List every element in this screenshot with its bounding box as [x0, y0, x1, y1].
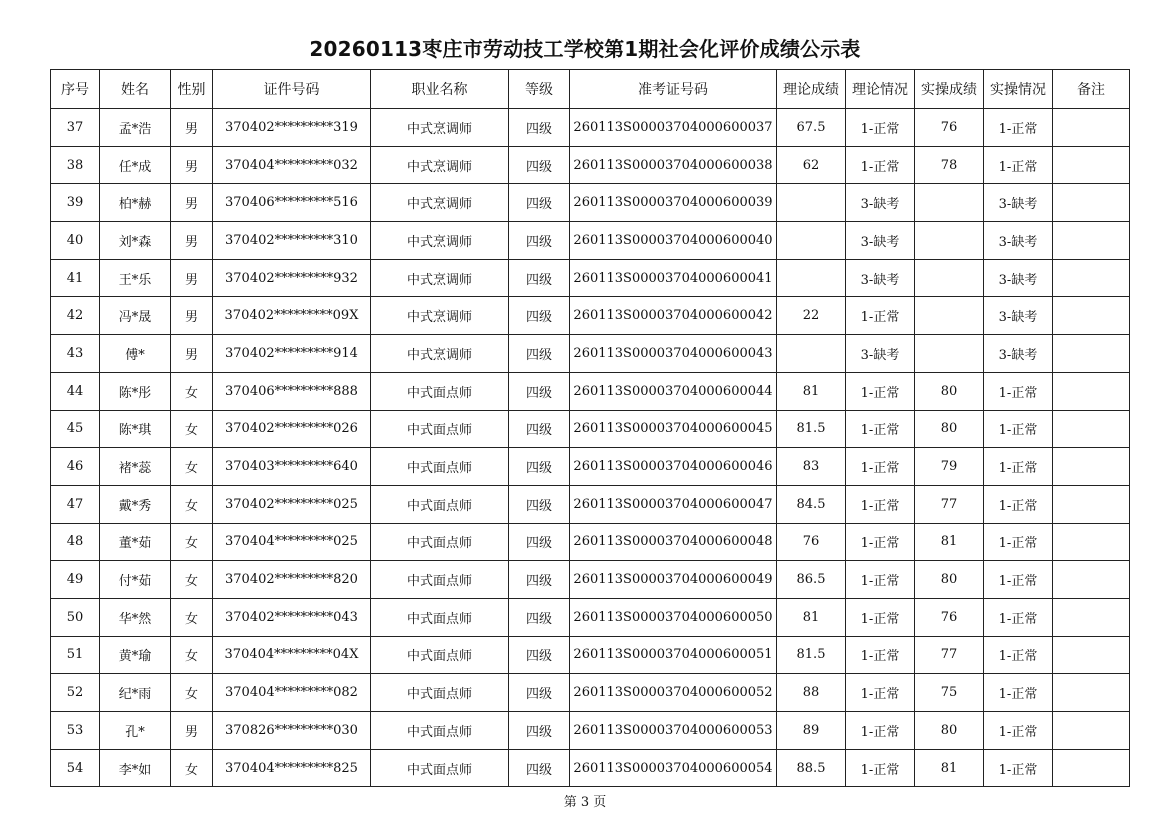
remarks-cell: [1053, 674, 1130, 712]
theory-score-cell: [777, 335, 846, 373]
theory-status-cell: 1-正常: [846, 109, 915, 147]
practical-status-cell: 1-正常: [984, 712, 1053, 750]
occupation-cell: 中式面点师: [371, 712, 509, 750]
seq-cell: 51: [51, 636, 100, 674]
name-cell: 董*茹: [100, 523, 171, 561]
theory-score-cell: 88: [777, 674, 846, 712]
id-number-cell: 370402*********319: [213, 109, 371, 147]
header-id-number: 证件号码: [213, 70, 371, 109]
practical-score-cell: 76: [915, 598, 984, 636]
practical-score-cell: 81: [915, 523, 984, 561]
id-number-cell: 370404*********825: [213, 749, 371, 787]
practical-score-cell: [915, 259, 984, 297]
remarks-cell: [1053, 410, 1130, 448]
remarks-cell: [1053, 712, 1130, 750]
theory-score-cell: 88.5: [777, 749, 846, 787]
id-number-cell: 370404*********025: [213, 523, 371, 561]
gender-cell: 女: [171, 372, 213, 410]
practical-score-cell: 75: [915, 674, 984, 712]
practical-score-cell: 80: [915, 712, 984, 750]
practical-status-cell: 1-正常: [984, 448, 1053, 486]
exam-number-cell: 260113S00003704000600038: [570, 146, 777, 184]
practical-status-cell: 3-缺考: [984, 222, 1053, 260]
theory-score-cell: 86.5: [777, 561, 846, 599]
seq-cell: 46: [51, 448, 100, 486]
occupation-cell: 中式面点师: [371, 523, 509, 561]
theory-status-cell: 1-正常: [846, 485, 915, 523]
seq-cell: 48: [51, 523, 100, 561]
seq-cell: 50: [51, 598, 100, 636]
table-row: [51, 109, 1130, 147]
table-row: [51, 712, 1130, 750]
theory-status-cell: 1-正常: [846, 636, 915, 674]
gender-cell: 女: [171, 561, 213, 599]
gender-cell: 女: [171, 410, 213, 448]
remarks-cell: [1053, 297, 1130, 335]
seq-cell: 40: [51, 222, 100, 260]
remarks-cell: [1053, 598, 1130, 636]
exam-number-cell: 260113S00003704000600048: [570, 523, 777, 561]
theory-status-cell: 1-正常: [846, 674, 915, 712]
theory-status-cell: 1-正常: [846, 598, 915, 636]
practical-score-cell: [915, 297, 984, 335]
practical-score-cell: [915, 222, 984, 260]
header-remarks: 备注: [1053, 70, 1130, 109]
level-cell: 四级: [509, 749, 570, 787]
level-cell: 四级: [509, 485, 570, 523]
practical-score-cell: [915, 184, 984, 222]
id-number-cell: 370402*********310: [213, 222, 371, 260]
practical-score-cell: 79: [915, 448, 984, 486]
table-row: [51, 222, 1130, 260]
theory-score-cell: [777, 259, 846, 297]
theory-status-cell: 3-缺考: [846, 259, 915, 297]
theory-score-cell: 81.5: [777, 410, 846, 448]
remarks-cell: [1053, 749, 1130, 787]
level-cell: 四级: [509, 259, 570, 297]
gender-cell: 男: [171, 712, 213, 750]
header-seq: 序号: [51, 70, 100, 109]
theory-score-cell: 67.5: [777, 109, 846, 147]
level-cell: 四级: [509, 372, 570, 410]
seq-cell: 43: [51, 335, 100, 373]
id-number-cell: 370406*********516: [213, 184, 371, 222]
table-row: [51, 674, 1130, 712]
practical-status-cell: 1-正常: [984, 523, 1053, 561]
gender-cell: 男: [171, 222, 213, 260]
exam-number-cell: 260113S00003704000600045: [570, 410, 777, 448]
header-level: 等级: [509, 70, 570, 109]
table-row: [51, 297, 1130, 335]
exam-number-cell: 260113S00003704000600053: [570, 712, 777, 750]
gender-cell: 女: [171, 749, 213, 787]
level-cell: 四级: [509, 335, 570, 373]
occupation-cell: 中式烹调师: [371, 184, 509, 222]
remarks-cell: [1053, 222, 1130, 260]
id-number-cell: 370404*********04X: [213, 636, 371, 674]
occupation-cell: 中式面点师: [371, 410, 509, 448]
gender-cell: 女: [171, 485, 213, 523]
theory-score-cell: 22: [777, 297, 846, 335]
exam-number-cell: 260113S00003704000600050: [570, 598, 777, 636]
remarks-cell: [1053, 372, 1130, 410]
gender-cell: 男: [171, 297, 213, 335]
seq-cell: 54: [51, 749, 100, 787]
theory-score-cell: 76: [777, 523, 846, 561]
theory-status-cell: 3-缺考: [846, 335, 915, 373]
id-number-cell: 370403*********640: [213, 448, 371, 486]
theory-status-cell: 1-正常: [846, 749, 915, 787]
header-practical-status: 实操情况: [984, 70, 1053, 109]
page-number: 第 3 页: [563, 795, 607, 810]
seq-cell: 52: [51, 674, 100, 712]
seq-cell: 41: [51, 259, 100, 297]
practical-status-cell: 3-缺考: [984, 184, 1053, 222]
level-cell: 四级: [509, 636, 570, 674]
level-cell: 四级: [509, 109, 570, 147]
table-header-row: [51, 70, 1130, 109]
id-number-cell: 370826*********030: [213, 712, 371, 750]
level-cell: 四级: [509, 523, 570, 561]
practical-status-cell: 1-正常: [984, 146, 1053, 184]
name-cell: 孟*浩: [100, 109, 171, 147]
theory-status-cell: 1-正常: [846, 146, 915, 184]
practical-status-cell: 1-正常: [984, 485, 1053, 523]
gender-cell: 男: [171, 335, 213, 373]
theory-score-cell: 81.5: [777, 636, 846, 674]
name-cell: 陈*彤: [100, 372, 171, 410]
name-cell: 纪*雨: [100, 674, 171, 712]
theory-score-cell: 89: [777, 712, 846, 750]
exam-number-cell: 260113S00003704000600037: [570, 109, 777, 147]
results-table: [50, 69, 1130, 787]
name-cell: 傅*: [100, 335, 171, 373]
theory-score-cell: 84.5: [777, 485, 846, 523]
id-number-cell: 370406*********888: [213, 372, 371, 410]
remarks-cell: [1053, 109, 1130, 147]
table-row: [51, 184, 1130, 222]
theory-status-cell: 1-正常: [846, 561, 915, 599]
practical-status-cell: 3-缺考: [984, 335, 1053, 373]
practical-status-cell: 1-正常: [984, 372, 1053, 410]
table-row: [51, 448, 1130, 486]
table-body: [51, 109, 1130, 787]
practical-score-cell: 78: [915, 146, 984, 184]
gender-cell: 男: [171, 146, 213, 184]
name-cell: 华*然: [100, 598, 171, 636]
table-row: [51, 598, 1130, 636]
gender-cell: 男: [171, 109, 213, 147]
theory-score-cell: 81: [777, 372, 846, 410]
name-cell: 黄*瑜: [100, 636, 171, 674]
id-number-cell: 370402*********820: [213, 561, 371, 599]
exam-number-cell: 260113S00003704000600046: [570, 448, 777, 486]
theory-status-cell: 3-缺考: [846, 184, 915, 222]
practical-score-cell: 77: [915, 636, 984, 674]
seq-cell: 37: [51, 109, 100, 147]
page-title: 20260113枣庄市劳动技工学校第1期社会化评价成绩公示表: [309, 37, 861, 61]
occupation-cell: 中式面点师: [371, 598, 509, 636]
remarks-cell: [1053, 561, 1130, 599]
theory-score-cell: 81: [777, 598, 846, 636]
gender-cell: 女: [171, 523, 213, 561]
name-cell: 李*如: [100, 749, 171, 787]
occupation-cell: 中式面点师: [371, 485, 509, 523]
practical-status-cell: 3-缺考: [984, 297, 1053, 335]
id-number-cell: 370402*********043: [213, 598, 371, 636]
exam-number-cell: 260113S00003704000600041: [570, 259, 777, 297]
practical-status-cell: 1-正常: [984, 410, 1053, 448]
seq-cell: 39: [51, 184, 100, 222]
table-row: [51, 749, 1130, 787]
occupation-cell: 中式烹调师: [371, 222, 509, 260]
seq-cell: 42: [51, 297, 100, 335]
header-gender: 性别: [171, 70, 213, 109]
id-number-cell: 370404*********032: [213, 146, 371, 184]
occupation-cell: 中式面点师: [371, 448, 509, 486]
header-exam-number: 准考证号码: [570, 70, 777, 109]
level-cell: 四级: [509, 448, 570, 486]
header-practical-score: 实操成绩: [915, 70, 984, 109]
occupation-cell: 中式面点师: [371, 749, 509, 787]
name-cell: 任*成: [100, 146, 171, 184]
exam-number-cell: 260113S00003704000600039: [570, 184, 777, 222]
table-row: [51, 146, 1130, 184]
table-row: [51, 523, 1130, 561]
table-row: [51, 485, 1130, 523]
table-row: [51, 636, 1130, 674]
seq-cell: 49: [51, 561, 100, 599]
occupation-cell: 中式面点师: [371, 372, 509, 410]
name-cell: 付*茹: [100, 561, 171, 599]
exam-number-cell: 260113S00003704000600043: [570, 335, 777, 373]
remarks-cell: [1053, 146, 1130, 184]
level-cell: 四级: [509, 297, 570, 335]
id-number-cell: 370402*********09X: [213, 297, 371, 335]
remarks-cell: [1053, 636, 1130, 674]
seq-cell: 44: [51, 372, 100, 410]
level-cell: 四级: [509, 222, 570, 260]
gender-cell: 女: [171, 448, 213, 486]
practical-status-cell: 3-缺考: [984, 259, 1053, 297]
id-number-cell: 370402*********025: [213, 485, 371, 523]
occupation-cell: 中式烹调师: [371, 146, 509, 184]
table-row: [51, 410, 1130, 448]
theory-status-cell: 1-正常: [846, 712, 915, 750]
practical-score-cell: 80: [915, 410, 984, 448]
theory-score-cell: [777, 222, 846, 260]
name-cell: 褚*蕊: [100, 448, 171, 486]
level-cell: 四级: [509, 674, 570, 712]
level-cell: 四级: [509, 598, 570, 636]
theory-score-cell: 83: [777, 448, 846, 486]
remarks-cell: [1053, 259, 1130, 297]
theory-status-cell: 1-正常: [846, 410, 915, 448]
name-cell: 孔*: [100, 712, 171, 750]
practical-score-cell: 77: [915, 485, 984, 523]
practical-score-cell: [915, 335, 984, 373]
theory-status-cell: 1-正常: [846, 297, 915, 335]
practical-status-cell: 1-正常: [984, 749, 1053, 787]
remarks-cell: [1053, 335, 1130, 373]
name-cell: 柏*赫: [100, 184, 171, 222]
theory-status-cell: 3-缺考: [846, 222, 915, 260]
gender-cell: 男: [171, 184, 213, 222]
practical-score-cell: 80: [915, 561, 984, 599]
table-row: [51, 335, 1130, 373]
name-cell: 戴*秀: [100, 485, 171, 523]
exam-number-cell: 260113S00003704000600052: [570, 674, 777, 712]
theory-score-cell: [777, 184, 846, 222]
header-name: 姓名: [100, 70, 171, 109]
occupation-cell: 中式面点师: [371, 561, 509, 599]
id-number-cell: 370402*********026: [213, 410, 371, 448]
practical-status-cell: 1-正常: [984, 109, 1053, 147]
gender-cell: 女: [171, 598, 213, 636]
practical-score-cell: 81: [915, 749, 984, 787]
level-cell: 四级: [509, 561, 570, 599]
remarks-cell: [1053, 448, 1130, 486]
gender-cell: 女: [171, 636, 213, 674]
level-cell: 四级: [509, 712, 570, 750]
header-theory-score: 理论成绩: [777, 70, 846, 109]
seq-cell: 45: [51, 410, 100, 448]
occupation-cell: 中式面点师: [371, 674, 509, 712]
header-occupation: 职业名称: [371, 70, 509, 109]
name-cell: 王*乐: [100, 259, 171, 297]
table-row: [51, 372, 1130, 410]
table-row: [51, 561, 1130, 599]
level-cell: 四级: [509, 410, 570, 448]
name-cell: 冯*晟: [100, 297, 171, 335]
occupation-cell: 中式烹调师: [371, 297, 509, 335]
id-number-cell: 370402*********932: [213, 259, 371, 297]
theory-score-cell: 62: [777, 146, 846, 184]
occupation-cell: 中式烹调师: [371, 259, 509, 297]
exam-number-cell: 260113S00003704000600042: [570, 297, 777, 335]
gender-cell: 女: [171, 674, 213, 712]
seq-cell: 38: [51, 146, 100, 184]
name-cell: 陈*琪: [100, 410, 171, 448]
exam-number-cell: 260113S00003704000600044: [570, 372, 777, 410]
seq-cell: 47: [51, 485, 100, 523]
exam-number-cell: 260113S00003704000600040: [570, 222, 777, 260]
exam-number-cell: 260113S00003704000600054: [570, 749, 777, 787]
level-cell: 四级: [509, 146, 570, 184]
practical-status-cell: 1-正常: [984, 561, 1053, 599]
exam-number-cell: 260113S00003704000600051: [570, 636, 777, 674]
level-cell: 四级: [509, 184, 570, 222]
occupation-cell: 中式面点师: [371, 636, 509, 674]
practical-status-cell: 1-正常: [984, 598, 1053, 636]
practical-score-cell: 80: [915, 372, 984, 410]
theory-status-cell: 1-正常: [846, 372, 915, 410]
theory-status-cell: 1-正常: [846, 523, 915, 561]
practical-status-cell: 1-正常: [984, 674, 1053, 712]
occupation-cell: 中式烹调师: [371, 109, 509, 147]
header-theory-status: 理论情况: [846, 70, 915, 109]
exam-number-cell: 260113S00003704000600047: [570, 485, 777, 523]
exam-number-cell: 260113S00003704000600049: [570, 561, 777, 599]
remarks-cell: [1053, 523, 1130, 561]
practical-status-cell: 1-正常: [984, 636, 1053, 674]
remarks-cell: [1053, 485, 1130, 523]
seq-cell: 53: [51, 712, 100, 750]
id-number-cell: 370404*********082: [213, 674, 371, 712]
remarks-cell: [1053, 184, 1130, 222]
name-cell: 刘*森: [100, 222, 171, 260]
occupation-cell: 中式烹调师: [371, 335, 509, 373]
theory-status-cell: 1-正常: [846, 448, 915, 486]
id-number-cell: 370402*********914: [213, 335, 371, 373]
table-row: [51, 259, 1130, 297]
practical-score-cell: 76: [915, 109, 984, 147]
gender-cell: 男: [171, 259, 213, 297]
